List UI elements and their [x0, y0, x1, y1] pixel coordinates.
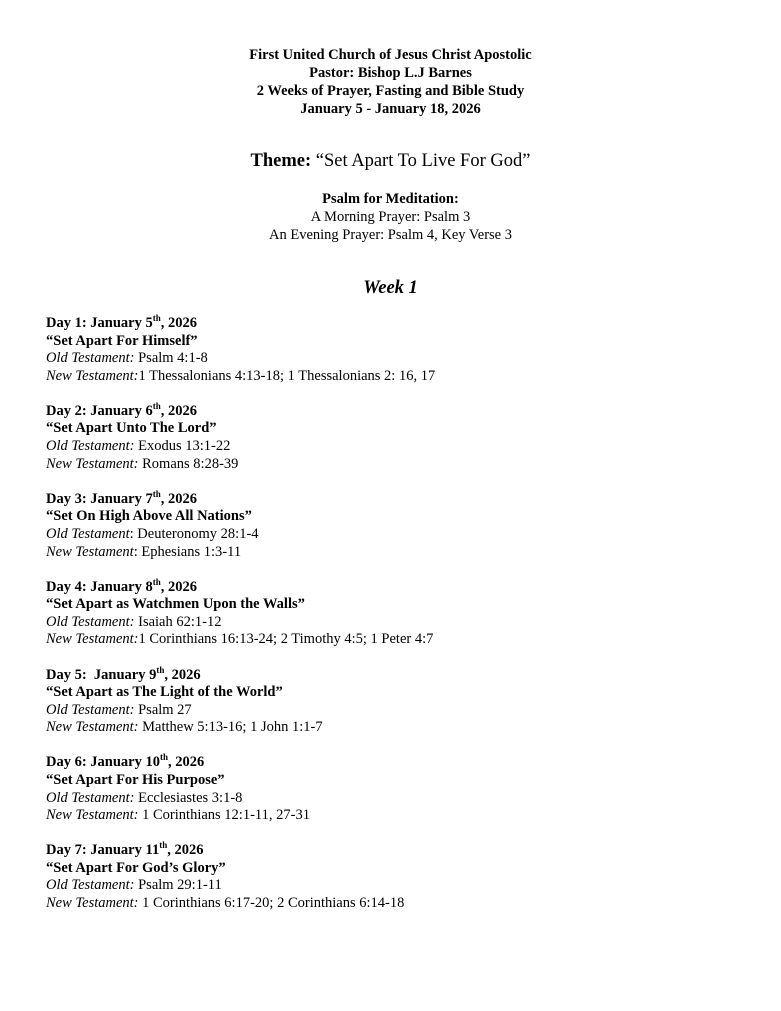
psalm-heading: Psalm for Meditation:	[322, 191, 459, 207]
day-title: “Set Apart For His Purpose”	[46, 771, 225, 788]
day-heading: Day 6: January 10th, 2026	[46, 752, 205, 771]
church-name: First United Church of Jesus Christ Apostolic	[249, 47, 532, 63]
day-title: “Set Apart For Himself”	[46, 332, 198, 349]
theme-label: Theme:	[250, 151, 312, 171]
psalm-section	[0, 190, 781, 244]
day-entry	[46, 576, 746, 649]
new-testament-reading: New Testament: Romans 8:28-39	[46, 455, 239, 472]
new-testament-reading: New Testament:1 Corinthians 16:13-24; 2 Timothy 4:5; 1 Peter 4:7	[46, 631, 434, 648]
new-testament-reading: New Testament: 1 Corinthians 6:17-20; 2 Corinthians 6:14-18	[46, 895, 405, 912]
old-testament-reading: Old Testament: Deuteronomy 28:1-4	[46, 525, 259, 542]
day-title: “Set Apart as The Light of the World”	[46, 684, 283, 701]
day-heading: Day 4: January 8th, 2026	[46, 576, 198, 595]
old-testament-reading: Old Testament: Psalm 27	[46, 701, 192, 718]
day-entry	[46, 403, 746, 473]
day-title: “Set On High Above All Nations”	[46, 508, 252, 525]
document-header	[0, 46, 781, 118]
old-testament-reading: Old Testament: Psalm 29:1-11	[46, 877, 222, 894]
day-heading: Day 3: January 7th, 2026	[46, 488, 198, 507]
day-entry	[46, 488, 746, 561]
event-title: 2 Weeks of Prayer, Fasting and Bible Study	[256, 83, 525, 99]
old-testament-reading: Old Testament: Ecclesiastes 3:1-8	[46, 789, 243, 806]
event-dates: January 5 - January 18, 2026	[300, 101, 481, 117]
week-title: Week 1	[363, 278, 418, 298]
new-testament-reading: New Testament: Matthew 5:13-16; 1 John 1:1-7	[46, 719, 323, 736]
day-heading: Day 7: January 11th, 2026	[46, 840, 204, 859]
day-entry	[46, 664, 746, 737]
old-testament-reading: Old Testament: Exodus 13:1-22	[46, 438, 231, 455]
day-title: “Set Apart Unto The Lord”	[46, 420, 217, 437]
old-testament-reading: Old Testament: Isaiah 62:1-12	[46, 613, 222, 630]
evening-prayer: An Evening Prayer: Psalm 4, Key Verse 3	[269, 227, 512, 243]
new-testament-reading: New Testament: Ephesians 1:3-11	[46, 543, 242, 560]
pastor-name: Pastor: Bishop L.J Barnes	[309, 65, 472, 81]
day-list	[46, 315, 746, 930]
new-testament-reading: New Testament: 1 Corinthians 12:1-11, 27-31	[46, 807, 310, 824]
day-heading: Day 2: January 6th, 2026	[46, 401, 198, 419]
day-entry	[46, 842, 746, 912]
day-title: “Set Apart as Watchmen Upon the Walls”	[46, 596, 305, 613]
day-entry	[46, 315, 746, 385]
theme-line	[0, 150, 781, 172]
day-heading: Day 1: January 5th, 2026	[46, 313, 198, 331]
day-title: “Set Apart For God’s Glory”	[46, 859, 226, 876]
day-entry	[46, 754, 746, 824]
theme-text: “Set Apart To Live For God”	[315, 151, 531, 171]
old-testament-reading: Old Testament: Psalm 4:1-8	[46, 350, 208, 367]
new-testament-reading: New Testament:1 Thessalonians 4:13-18; 1 Thessalonians 2: 16, 17	[46, 367, 436, 384]
day-heading: Day 5: January 9th, 2026	[46, 664, 201, 683]
morning-prayer: A Morning Prayer: Psalm 3	[310, 209, 471, 225]
